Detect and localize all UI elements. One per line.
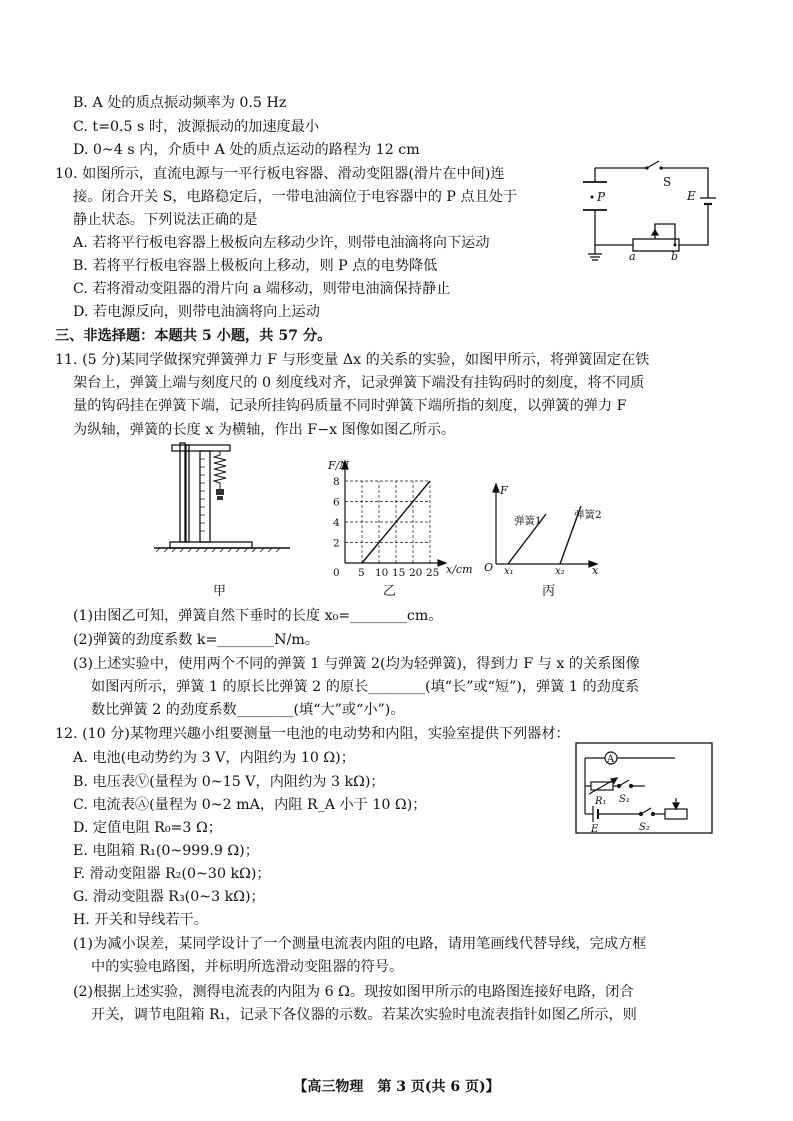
q10-stem-line3: 静止状态。下列说法正确的是	[73, 212, 258, 228]
q12-option-d: D. 定值电阻 R₀=3 Ω；	[73, 820, 222, 836]
section-3-heading: 三、非选择题：本题共 5 小题，共 57 分。	[55, 328, 332, 344]
q10-label-P: P	[597, 190, 606, 204]
q9-option-b: B. A 处的质点振动频率为 0.5 Hz	[73, 95, 287, 111]
q11-bing-x2: x₂	[555, 566, 565, 577]
q11-caption-bing: 丙	[542, 584, 556, 599]
yi-ytick-8: 8	[333, 476, 340, 488]
q12-label-E: E	[591, 824, 599, 835]
q11-figure-bing-graph	[478, 478, 608, 577]
q12-sub1-line2: 中的实验电路图，并标明所选滑动变阻器的符号。	[91, 959, 404, 975]
q11-figure-jia-apparatus	[150, 435, 300, 555]
yi-ytick-6: 6	[333, 496, 340, 509]
q12-option-h: H. 开关和导线若干。	[73, 912, 208, 928]
q12-option-b: B. 电压表Ⓥ(量程为 0~15 V，内阻约为 3 kΩ)；	[73, 774, 385, 790]
yi-xtick-25: 25	[426, 567, 440, 579]
q12-stem-line1: 12. (10 分)某物理兴趣小组要测量一电池的电动势和内阻，实验室提供下列器材：	[55, 726, 570, 742]
q11-sub2: (2)弹簧的劲度系数 k=________N/m。	[73, 632, 319, 648]
q11-bing-origin: O	[484, 561, 494, 574]
q10-option-d: D. 若电源反向，则带电油滴将向上运动	[73, 304, 320, 320]
q10-label-E: E	[687, 189, 696, 203]
q12-ammeter-symbol: A	[607, 754, 615, 765]
q11-caption-yi: 乙	[383, 584, 397, 599]
yi-xtick-15: 15	[392, 567, 406, 579]
q11-stem-line4: 为纵轴，弹簧的长度 x 为横轴，作出 F−x 图像如图乙所示。	[73, 422, 456, 438]
q10-label-S: S	[663, 175, 672, 189]
q11-sub3-line2: 如图丙所示，弹簧 1 的原长比弹簧 2 的原长________(填“长”或“短”)，弹簧 1 的劲度系	[91, 679, 640, 695]
q11-bing-x1: x₁	[504, 566, 514, 577]
q11-bing-spring2-label: 弹簧2	[574, 509, 602, 521]
q10-circuit-diagram	[575, 160, 715, 265]
q10-stem-line1: 10. 如图所示，直流电源与一平行板电容器、滑动变阻器(滑片在中间)连	[55, 166, 505, 182]
q12-label-R1: R₁	[595, 796, 607, 807]
q11-sub3-line3: 数比弹簧 2 的劲度系数________(填“大”或“小”)。	[91, 702, 405, 718]
q12-circuit-frame	[575, 742, 715, 837]
q11-bing-xlabel: x	[592, 564, 599, 577]
q12-sub2-line2: 开关，调节电阻箱 R₁，记录下各仪器的示数。若某次实验时电流表指针如图乙所示，则	[91, 1007, 637, 1023]
q10-option-b: B. 若将平行板电容器上极板向上移动，则 P 点的电势降低	[73, 258, 438, 274]
yi-ytick-2: 2	[333, 537, 340, 550]
yi-xtick-5: 5	[358, 567, 365, 579]
q12-option-c: C. 电流表Ⓐ(量程为 0~2 mA，内阻 R_A 小于 10 Ω)；	[73, 797, 427, 813]
q12-option-e: E. 电阻箱 R₁(0~999.9 Ω)；	[73, 843, 259, 859]
yi-xtick-10: 10	[375, 567, 389, 579]
q11-bing-ylabel: F	[500, 484, 508, 497]
q11-sub3-line1: (3)上述实验中，使用两个不同的弹簧 1 与弹簧 2(均为轻弹簧)，得到力 F 与 x 的关系图像	[73, 656, 640, 672]
yi-xtick-20: 20	[409, 567, 423, 579]
q12-sub1-line1: (1)为减小误差，某同学设计了一个测量电流表内阻的电路，请用笔画线代替导线，完成方框	[73, 936, 647, 952]
q11-sub1: (1)由图乙可知，弹簧自然下垂时的长度 x₀=________cm。	[73, 608, 443, 624]
q10-label-b: b	[671, 250, 679, 263]
q11-stem-line2: 架台上，弹簧上端与刻度尺的 0 刻度线对齐，记录弹簧下端没有挂钩码时的刻度，将不同质	[73, 375, 645, 391]
yi-xtick-0: 0	[333, 567, 340, 579]
q11-yi-ylabel: F/N	[328, 459, 349, 472]
q12-label-S2: S₂	[639, 822, 650, 833]
q12-option-g: G. 滑动变阻器 R₃(0~3 kΩ)；	[73, 889, 265, 905]
q11-bing-spring1-label: 弹簧1	[514, 515, 542, 527]
q9-option-d: D. 0~4 s 内，介质中 A 处的质点运动的路程为 12 cm	[73, 142, 420, 158]
yi-ytick-4: 4	[333, 517, 340, 529]
q12-option-a: A. 电池(电动势约为 3 V，内阻约为 10 Ω)；	[73, 750, 355, 766]
q11-stem-line1: 11. (5 分)某同学做探究弹簧弹力 F 与形变量 Δx 的关系的实验，如图甲所示，将弹簧固定在铁	[55, 352, 650, 368]
q11-caption-jia: 甲	[213, 584, 227, 599]
q9-option-c: C. t=0.5 s 时，波源振动的加速度最小	[73, 119, 320, 135]
q12-option-f: F. 滑动变阻器 R₂(0~30 kΩ)；	[73, 866, 271, 882]
q11-yi-xlabel: x/cm	[446, 563, 473, 576]
q10-stem-line2: 接。闭合开关 S，电路稳定后，一带电油滴位于电容器中的 P 点且处于	[73, 189, 518, 205]
q10-label-a: a	[629, 250, 636, 263]
q11-stem-line3: 量的钩码挂在弹簧下端，记录所挂钩码质量不同时弹簧下端所指的刻度，以弹簧的弹力 F	[73, 398, 627, 414]
page-footer: 【高三物理 第 3 页(共 6 页)】	[293, 1079, 500, 1095]
q12-sub2-line1: (2)根据上述实验，测得电流表的内阻为 6 Ω。现按如图甲所示的电路图连接好电路，闭合	[73, 984, 634, 1000]
q10-option-c: C. 若将滑动变阻器的滑片向 a 端移动，则带电油滴保持静止	[73, 281, 451, 297]
q11-figure-yi-graph	[300, 445, 473, 579]
q12-label-S1: S₁	[619, 794, 630, 805]
q10-option-a: A. 若将平行板电容器上极板向左移动少许，则带电油滴将向下运动	[73, 235, 490, 251]
